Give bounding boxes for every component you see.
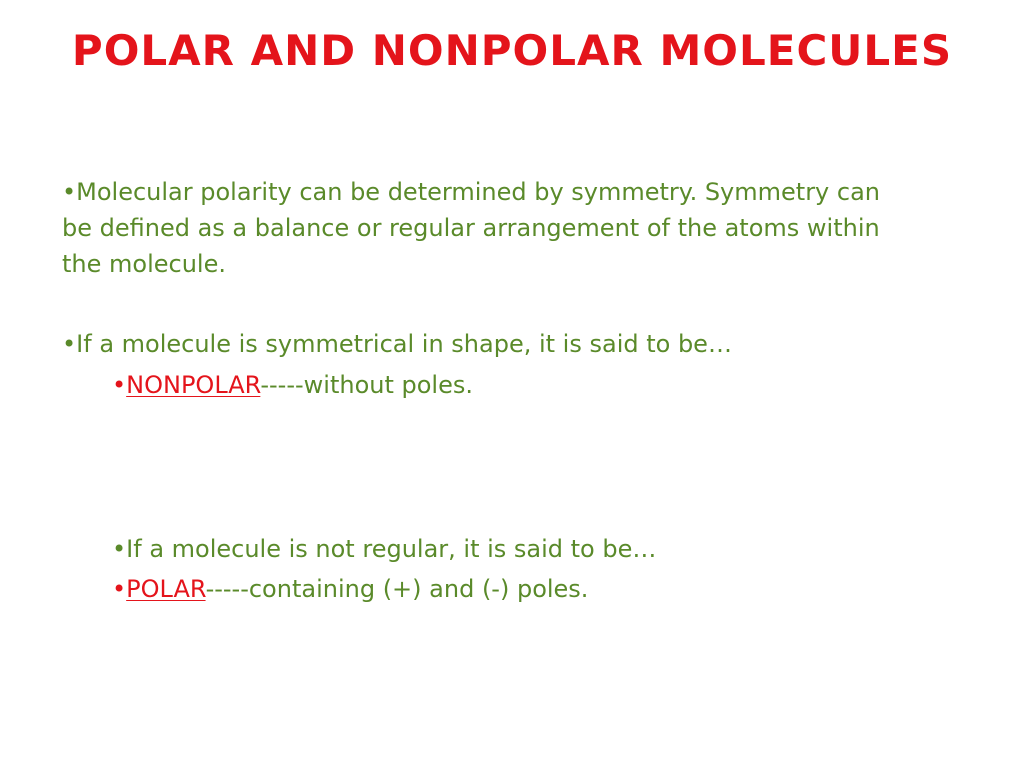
symmetry-text-1: Molecular polarity can be determined by symmetry. Symmetry can (76, 178, 881, 206)
bullet-marker: • (62, 330, 77, 358)
symmetry-line-2: be defined as a balance or regular arrangement of the atoms within (62, 214, 880, 242)
symmetry-line-1 (62, 174, 880, 210)
symmetrical-bullet (62, 326, 732, 362)
bullet-marker: • (112, 575, 127, 603)
polar-definition: -----containing (+) and (-) poles. (205, 575, 589, 603)
polar-bullet (112, 571, 588, 607)
bullet-marker: • (112, 371, 127, 399)
nonpolar-bullet (112, 367, 473, 403)
symmetry-line-3: the molecule. (62, 250, 226, 278)
nonpolar-term: NONPOLAR (126, 371, 261, 399)
nonpolar-definition: -----without poles. (260, 371, 473, 399)
bullet-marker: • (62, 178, 77, 206)
polar-term: POLAR (126, 575, 206, 603)
irregular-bullet (112, 531, 656, 567)
symmetry-bullet (62, 174, 880, 282)
bullet-marker: • (112, 535, 127, 563)
slide-title: POLAR AND NONPOLAR MOLECULES (71, 26, 953, 75)
irregular-text: If a molecule is not regular, it is said to be… (126, 535, 657, 563)
symmetrical-text: If a molecule is symmetrical in shape, it is said to be… (76, 330, 732, 358)
